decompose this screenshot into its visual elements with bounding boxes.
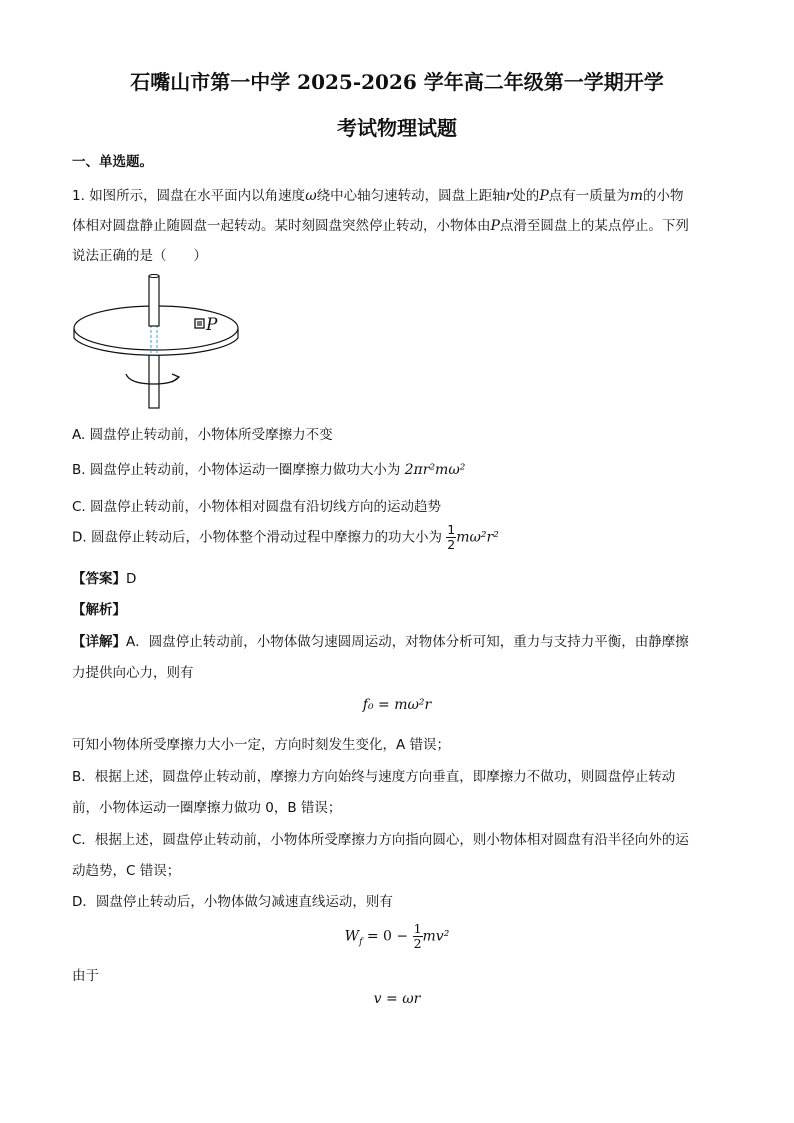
symbol-P: P	[490, 218, 500, 234]
fraction-half	[446, 523, 456, 552]
point-P-label: P	[206, 315, 218, 335]
question-text: 的小物	[643, 188, 684, 204]
eq2-fraction	[413, 922, 423, 951]
because-label: 由于	[72, 968, 99, 984]
section-heading: 一、单选题。	[72, 154, 153, 170]
axle-bottom	[149, 352, 159, 408]
analysis-b-line-1: B．根据上述，圆盘停止转动前，摩擦力方向始终与速度方向垂直，即摩擦力不做功，则圆盘停止转动	[72, 769, 676, 785]
title-line-2: 考试物理试题	[337, 116, 457, 140]
question-text: 点有一质量为	[548, 188, 630, 204]
option-b	[72, 458, 465, 478]
equation-2	[0, 922, 794, 951]
answer-label: 【答案】	[72, 571, 126, 587]
analysis-b-line-2: 前，小物体运动一圈摩擦力做功 0，B 错误；	[72, 800, 342, 816]
answer-value: D	[126, 571, 137, 587]
question-line-1	[72, 184, 684, 204]
axle-cap	[149, 275, 159, 278]
analysis-c-line-2: 动趋势，C 错误；	[72, 863, 181, 879]
eq2-mid: = 0 −	[362, 928, 409, 945]
option-d-formula: mω²r²	[456, 529, 499, 546]
eq2-subscript: f	[359, 937, 363, 948]
title-line-1: 石嘴山市第一中学 2025-2026 学年高二年级第一学期开学	[130, 70, 664, 94]
eq2-tail: mv²	[422, 928, 450, 945]
analysis-c-line-1: C．根据上述，圆盘停止转动前，小物体所受摩擦力方向指向圆心，则小物体相对圆盘有沿半径向外的运	[72, 832, 689, 848]
option-b-formula: 2πr²mω²	[404, 462, 466, 478]
question-text: 绕中心轴匀速转动，圆盘上距轴	[316, 188, 506, 204]
question-line-2	[72, 214, 689, 234]
question-text: 体相对圆盘静止随圆盘一起转动。某时刻圆盘突然停止转动，小物体由	[72, 218, 491, 234]
analysis-a-line-2: 力提供向心力，则有	[72, 665, 194, 681]
fraction-denominator: 2	[413, 936, 422, 951]
equation-3: v = ωr	[373, 991, 421, 1007]
axle-top	[149, 276, 159, 326]
equation-1: f₀ = mω²r	[362, 697, 432, 713]
analysis-a-line-1	[72, 630, 689, 650]
option-a: A. 圆盘停止转动前，小物体所受摩擦力不变	[72, 427, 333, 443]
small-object-shade	[197, 321, 202, 326]
symbol-P: P	[539, 188, 549, 204]
question-number: 1.	[72, 188, 85, 204]
question-text: 如图所示，圆盘在水平面内以角速度	[89, 188, 306, 204]
fraction-numerator: 1	[413, 921, 422, 936]
rotation-arrow-head	[172, 374, 179, 382]
analysis-text: A．圆盘停止转动前，小物体做匀速圆周运动，对物体分析可知，重力与支持力平衡，由静摩擦	[126, 634, 689, 650]
question-text: 处的	[512, 188, 540, 204]
analysis-a-line-3: 可知小物体所受摩擦力大小一定，方向时刻发生变化，A 错误；	[72, 737, 451, 753]
option-b-text: B. 圆盘停止转动前，小物体运动一圈摩擦力做功大小为	[72, 462, 401, 478]
option-c: C. 圆盘停止转动前，小物体相对圆盘有沿切线方向的运动趋势	[72, 499, 442, 515]
question-line-3: 说法正确的是（ ）	[72, 248, 207, 264]
detail-label: 【详解】	[72, 634, 126, 650]
fraction-denominator: 2	[447, 537, 456, 552]
fraction-numerator: 1	[447, 522, 456, 537]
symbol-m: m	[629, 188, 644, 204]
symbol-omega: ω	[305, 188, 317, 204]
disc-figure	[68, 270, 248, 412]
question-text: 点滑至圆盘上的某点停止。下列	[499, 218, 689, 234]
analysis-label: 【解析】	[72, 602, 126, 618]
option-d	[72, 523, 499, 552]
symbol-r: r	[505, 188, 513, 204]
answer-line	[72, 567, 136, 587]
option-d-text: D. 圆盘停止转动后，小物体整个滑动过程中摩擦力的功大小为	[72, 529, 442, 546]
analysis-d-line-1: D．圆盘停止转动后，小物体做匀减速直线运动，则有	[72, 894, 393, 910]
eq2-lhs: W	[344, 928, 360, 945]
